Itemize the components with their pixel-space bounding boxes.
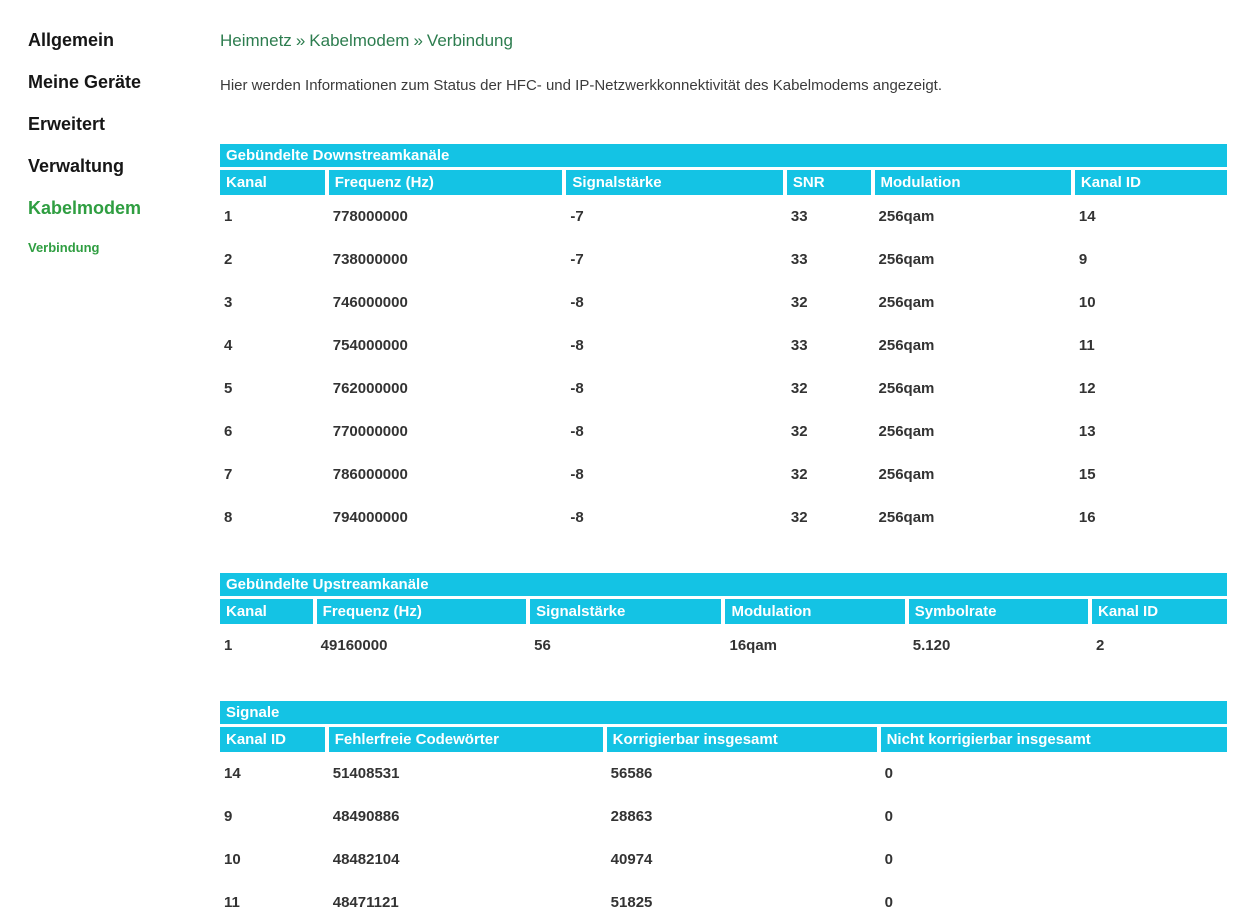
table-cell: 256qam bbox=[878, 423, 935, 440]
breadcrumb-link-verbindung: Verbindung bbox=[426, 31, 513, 50]
column-header-nicht-korrigierbar-insgesamt: Nicht korrigierbar insgesamt bbox=[881, 727, 1227, 752]
table-row bbox=[220, 281, 1227, 324]
table-cell: 256qam bbox=[878, 251, 935, 268]
table-row bbox=[220, 324, 1227, 367]
table-cell: 3 bbox=[224, 294, 233, 311]
table-cell: 256qam bbox=[878, 208, 935, 225]
table-row bbox=[220, 881, 1227, 924]
table-cell: -8 bbox=[570, 509, 584, 526]
table-row bbox=[220, 624, 1227, 667]
table-cell: 0 bbox=[884, 851, 893, 868]
table-cell: 778000000 bbox=[332, 208, 408, 225]
sidebar-item-verwaltung[interactable]: Verwaltung bbox=[28, 156, 125, 176]
table-cell: 7 bbox=[224, 466, 233, 483]
sidebar-item-verbindung[interactable]: Verbindung bbox=[28, 240, 100, 255]
table-title: Signale bbox=[220, 701, 1227, 724]
sidebar bbox=[28, 31, 208, 279]
table-section-gebuendelte-upstreamkanaele bbox=[220, 573, 1227, 667]
table-cell: -8 bbox=[570, 294, 584, 311]
breadcrumb-link-heimnetz[interactable]: Heimnetz bbox=[220, 31, 292, 50]
table-cell: 32 bbox=[790, 466, 808, 483]
table-cell: 14 bbox=[1078, 208, 1096, 225]
table-section-gebuendelte-downstreamkanaele bbox=[220, 144, 1227, 539]
table-cell: 6 bbox=[224, 423, 233, 440]
breadcrumb bbox=[220, 31, 1227, 51]
sidebar-item-meine-geraete[interactable]: Meine Geräte bbox=[28, 72, 142, 92]
table-cell: 9 bbox=[224, 808, 233, 825]
main-content bbox=[220, 31, 1227, 924]
sidebar-item-kabelmodem[interactable]: Kabelmodem bbox=[28, 198, 142, 218]
table-cell: 13 bbox=[1078, 423, 1096, 440]
column-header-modulation: Modulation bbox=[725, 599, 908, 624]
table-cell: 746000000 bbox=[332, 294, 408, 311]
table-cell: 1 bbox=[224, 637, 233, 654]
table-cell: 0 bbox=[884, 894, 893, 911]
column-header-signalstaerke: Signalstärke bbox=[530, 599, 725, 624]
column-header-modulation: Modulation bbox=[875, 170, 1075, 195]
column-header-fehlerfreie-codewoerter: Fehlerfreie Codewörter bbox=[329, 727, 607, 752]
sidebar-item-erweitert[interactable]: Erweitert bbox=[28, 114, 106, 134]
table-cell: 770000000 bbox=[332, 423, 408, 440]
table-title: Gebündelte Downstreamkanäle bbox=[220, 144, 1227, 167]
table-cell: 12 bbox=[1078, 380, 1096, 397]
table-cell: 8 bbox=[224, 509, 233, 526]
table-cell: 40974 bbox=[610, 851, 653, 868]
table-cell: -8 bbox=[570, 466, 584, 483]
data-table bbox=[220, 599, 1227, 667]
table-cell: 762000000 bbox=[332, 380, 408, 397]
table-cell: -8 bbox=[570, 380, 584, 397]
table-cell: 0 bbox=[884, 765, 893, 782]
column-header-kanal-id: Kanal ID bbox=[1092, 599, 1227, 624]
tables bbox=[220, 144, 1227, 924]
table-row bbox=[220, 838, 1227, 881]
table-cell: 256qam bbox=[878, 380, 935, 397]
table-cell: 10 bbox=[224, 851, 241, 868]
table-row bbox=[220, 238, 1227, 281]
data-table bbox=[220, 170, 1227, 539]
table-cell: 51408531 bbox=[332, 765, 400, 782]
table-cell: 2 bbox=[1096, 637, 1105, 654]
column-header-kanal-id: Kanal ID bbox=[1075, 170, 1227, 195]
column-header-korrigierbar-insgesamt: Korrigierbar insgesamt bbox=[607, 727, 881, 752]
table-cell: 4 bbox=[224, 337, 233, 354]
table-cell: 256qam bbox=[878, 294, 935, 311]
table-cell: 49160000 bbox=[320, 637, 388, 654]
table-cell: 32 bbox=[790, 423, 808, 440]
table-cell: 738000000 bbox=[332, 251, 408, 268]
table-cell: 48490886 bbox=[332, 808, 400, 825]
table-row bbox=[220, 795, 1227, 838]
table-cell: 2 bbox=[224, 251, 233, 268]
breadcrumb-separator: » bbox=[295, 31, 306, 50]
table-cell: 32 bbox=[790, 380, 808, 397]
table-cell: 56586 bbox=[610, 765, 653, 782]
table-cell: 5.120 bbox=[912, 637, 951, 654]
table-cell: -7 bbox=[570, 251, 584, 268]
table-cell: 32 bbox=[790, 509, 808, 526]
breadcrumb-link-kabelmodem[interactable]: Kabelmodem bbox=[309, 31, 410, 50]
column-header-kanal: Kanal bbox=[220, 599, 317, 624]
table-cell: 11 bbox=[1078, 337, 1095, 354]
column-header-frequenz-hz: Frequenz (Hz) bbox=[317, 599, 530, 624]
table-cell: 28863 bbox=[610, 808, 653, 825]
table-cell: 16 bbox=[1078, 509, 1096, 526]
table-cell: 1 bbox=[224, 208, 233, 225]
table-cell: 14 bbox=[224, 765, 241, 782]
table-cell: 33 bbox=[790, 251, 808, 268]
table-cell: 11 bbox=[224, 894, 240, 911]
table-row bbox=[220, 195, 1227, 238]
page-description: Hier werden Informationen zum Status der HFC- und IP-Netzwerkkonnektivität des Kabelmodems angezeigt. bbox=[220, 77, 942, 94]
column-header-snr: SNR bbox=[787, 170, 875, 195]
column-header-signalstaerke: Signalstärke bbox=[566, 170, 787, 195]
table-row bbox=[220, 496, 1227, 539]
table-cell: 754000000 bbox=[332, 337, 408, 354]
table-section-signale bbox=[220, 701, 1227, 924]
table-cell: 0 bbox=[884, 808, 893, 825]
table-cell: 48482104 bbox=[332, 851, 400, 868]
table-cell: 16qam bbox=[729, 637, 778, 654]
column-header-symbolrate: Symbolrate bbox=[909, 599, 1092, 624]
table-cell: 33 bbox=[790, 337, 808, 354]
table-cell: 10 bbox=[1078, 294, 1096, 311]
column-header-frequenz-hz: Frequenz (Hz) bbox=[329, 170, 567, 195]
table-cell: 51825 bbox=[610, 894, 653, 911]
table-cell: 256qam bbox=[878, 466, 935, 483]
column-header-kanal: Kanal bbox=[220, 170, 329, 195]
table-cell: 256qam bbox=[878, 509, 935, 526]
breadcrumb-separator: » bbox=[413, 31, 423, 50]
table-cell: 56 bbox=[534, 637, 551, 654]
table-row bbox=[220, 752, 1227, 795]
table-cell: 794000000 bbox=[332, 509, 408, 526]
table-row bbox=[220, 453, 1227, 496]
table-cell: 5 bbox=[224, 380, 233, 397]
column-header-kanal-id: Kanal ID bbox=[220, 727, 329, 752]
table-cell: 48471121 bbox=[332, 894, 399, 911]
table-cell: 33 bbox=[790, 208, 808, 225]
header-row bbox=[220, 170, 1227, 195]
sidebar-item-allgemein[interactable]: Allgemein bbox=[28, 30, 115, 50]
header-row bbox=[220, 599, 1227, 624]
table-cell: 256qam bbox=[878, 337, 935, 354]
table-cell: -8 bbox=[570, 337, 584, 354]
header-row bbox=[220, 727, 1227, 752]
table-title: Gebündelte Upstreamkanäle bbox=[220, 573, 1227, 596]
table-cell: 15 bbox=[1078, 466, 1096, 483]
table-row bbox=[220, 410, 1227, 453]
data-table bbox=[220, 727, 1227, 924]
table-cell: 9 bbox=[1078, 251, 1088, 268]
table-cell: -8 bbox=[570, 423, 584, 440]
table-cell: 32 bbox=[790, 294, 808, 311]
table-cell: 786000000 bbox=[332, 466, 408, 483]
table-row bbox=[220, 367, 1227, 410]
table-cell: -7 bbox=[570, 208, 584, 225]
